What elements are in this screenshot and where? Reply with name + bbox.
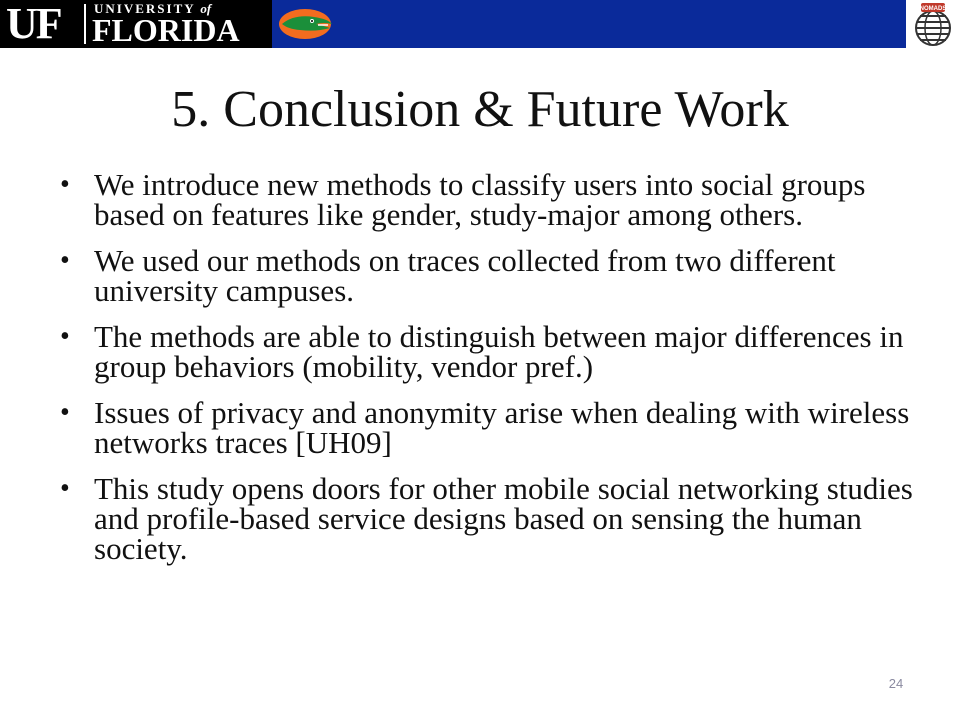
uf-logo-florida: FLORIDA	[92, 12, 240, 48]
uf-logo-university-text: UNIVERSITY	[94, 1, 196, 16]
bullet-dot: •	[60, 397, 70, 428]
slide-title: 5. Conclusion & Future Work	[171, 81, 789, 138]
nomads-globe-icon	[906, 0, 960, 48]
bullet-text: This study opens doors for other mobile social networking studies and profile-based service designs based on sensing the human society.	[94, 471, 913, 566]
bullet-text: We used our methods on traces collected from two different university campuses.	[94, 243, 836, 308]
bullet-item	[60, 395, 930, 460]
bullet-item	[60, 319, 930, 384]
bullet-dot: •	[60, 169, 70, 200]
gator-icon	[274, 0, 336, 48]
uf-logo-divider	[84, 4, 86, 44]
uf-logo-letters: UF	[6, 0, 61, 48]
bullet-item	[60, 471, 930, 566]
bullet-text: The methods are able to distinguish between major differences in group behaviors (mobility, vendor pref.)	[94, 319, 904, 384]
bullet-text: Issues of privacy and anonymity arise when dealing with wireless networks traces [UH09]	[94, 395, 910, 460]
bullet-text: We introduce new methods to classify users into social groups based on features like gender, study-major among others.	[94, 167, 866, 232]
bullet-item	[60, 243, 930, 308]
header-banner	[0, 0, 960, 48]
bullet-dot: •	[60, 473, 70, 504]
bullet-list	[60, 167, 930, 580]
bullet-item	[60, 167, 930, 232]
uf-logo-of-text: of	[200, 1, 212, 16]
bullet-dot: •	[60, 245, 70, 276]
bullet-dot: •	[60, 321, 70, 352]
nomads-badge-text: NOMADS	[919, 6, 947, 12]
page-number: 24	[888, 676, 904, 691]
uf-logo	[0, 0, 272, 48]
